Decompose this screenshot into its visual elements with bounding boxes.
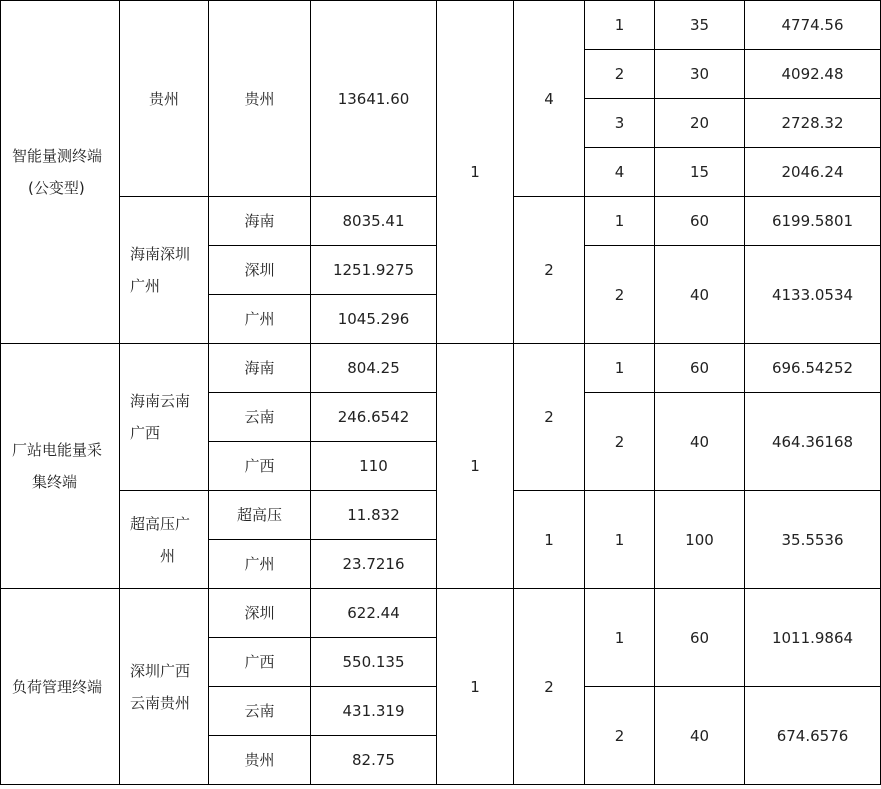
share-cell: 30 xyxy=(655,50,745,99)
amount-cell: 8035.41 xyxy=(311,197,437,246)
winner-count-cell: 2 xyxy=(514,197,585,344)
region-group-cell: 海南云南 广西 xyxy=(120,344,209,491)
amount-cell: 1045.296 xyxy=(311,295,437,344)
amount-cell: 23.7216 xyxy=(311,540,437,589)
table-row xyxy=(1,589,881,638)
share-cell: 40 xyxy=(655,246,745,344)
rank-cell: 2 xyxy=(585,393,655,491)
share-amount-cell: 2728.32 xyxy=(745,99,881,148)
share-cell: 60 xyxy=(655,197,745,246)
share-amount-cell: 674.6576 xyxy=(745,687,881,785)
share-amount-cell: 696.54252 xyxy=(745,344,881,393)
region-group-cell: 超高压广 州 xyxy=(120,491,209,589)
rank-cell: 4 xyxy=(585,148,655,197)
region-group-cell: 深圳广西 云南贵州 xyxy=(120,589,209,785)
province-cell: 广西 xyxy=(209,442,311,491)
winner-count-cell: 2 xyxy=(514,589,585,785)
amount-cell: 804.25 xyxy=(311,344,437,393)
region-group-cell: 海南深圳 广州 xyxy=(120,197,209,344)
share-cell: 20 xyxy=(655,99,745,148)
winner-count-cell: 4 xyxy=(514,1,585,197)
terminal-type-cell: 智能量测终端 (公变型) xyxy=(1,1,120,344)
amount-cell: 431.319 xyxy=(311,687,437,736)
rank-cell: 2 xyxy=(585,687,655,785)
rank-cell: 1 xyxy=(585,589,655,687)
province-cell: 贵州 xyxy=(209,736,311,785)
province-cell: 云南 xyxy=(209,687,311,736)
rank-cell: 3 xyxy=(585,99,655,148)
share-amount-cell: 35.5536 xyxy=(745,491,881,589)
province-cell: 云南 xyxy=(209,393,311,442)
share-cell: 100 xyxy=(655,491,745,589)
package-count-cell: 1 xyxy=(437,1,514,344)
share-cell: 60 xyxy=(655,344,745,393)
rank-cell: 1 xyxy=(585,344,655,393)
amount-cell: 110 xyxy=(311,442,437,491)
share-amount-cell: 4133.0534 xyxy=(745,246,881,344)
share-amount-cell: 2046.24 xyxy=(745,148,881,197)
province-cell: 超高压 xyxy=(209,491,311,540)
package-count-cell: 1 xyxy=(437,344,514,589)
share-cell: 40 xyxy=(655,687,745,785)
amount-cell: 13641.60 xyxy=(311,1,437,197)
rank-cell: 1 xyxy=(585,1,655,50)
province-cell: 广州 xyxy=(209,295,311,344)
share-amount-cell: 4774.56 xyxy=(745,1,881,50)
rank-cell: 1 xyxy=(585,197,655,246)
province-cell: 海南 xyxy=(209,344,311,393)
share-amount-cell: 1011.9864 xyxy=(745,589,881,687)
share-amount-cell: 6199.5801 xyxy=(745,197,881,246)
amount-cell: 622.44 xyxy=(311,589,437,638)
table-row xyxy=(1,344,881,393)
share-cell: 15 xyxy=(655,148,745,197)
province-cell: 海南 xyxy=(209,197,311,246)
share-cell: 60 xyxy=(655,589,745,687)
winner-count-cell: 2 xyxy=(514,344,585,491)
winner-count-cell: 1 xyxy=(514,491,585,589)
province-cell: 深圳 xyxy=(209,589,311,638)
province-cell: 深圳 xyxy=(209,246,311,295)
rank-cell: 2 xyxy=(585,50,655,99)
amount-cell: 11.832 xyxy=(311,491,437,540)
rank-cell: 1 xyxy=(585,491,655,589)
amount-cell: 1251.9275 xyxy=(311,246,437,295)
province-cell: 广州 xyxy=(209,540,311,589)
share-cell: 35 xyxy=(655,1,745,50)
province-cell: 贵州 xyxy=(209,1,311,197)
share-amount-cell: 464.36168 xyxy=(745,393,881,491)
share-cell: 40 xyxy=(655,393,745,491)
share-amount-cell: 4092.48 xyxy=(745,50,881,99)
province-cell: 广西 xyxy=(209,638,311,687)
terminal-type-cell: 厂站电能量采 集终端 xyxy=(1,344,120,589)
terminal-type-cell: 负荷管理终端 xyxy=(1,589,120,785)
region-group-cell: 贵州 xyxy=(120,1,209,197)
amount-cell: 550.135 xyxy=(311,638,437,687)
rank-cell: 2 xyxy=(585,246,655,344)
table-row xyxy=(1,1,881,50)
amount-cell: 82.75 xyxy=(311,736,437,785)
amount-cell: 246.6542 xyxy=(311,393,437,442)
package-count-cell: 1 xyxy=(437,589,514,785)
